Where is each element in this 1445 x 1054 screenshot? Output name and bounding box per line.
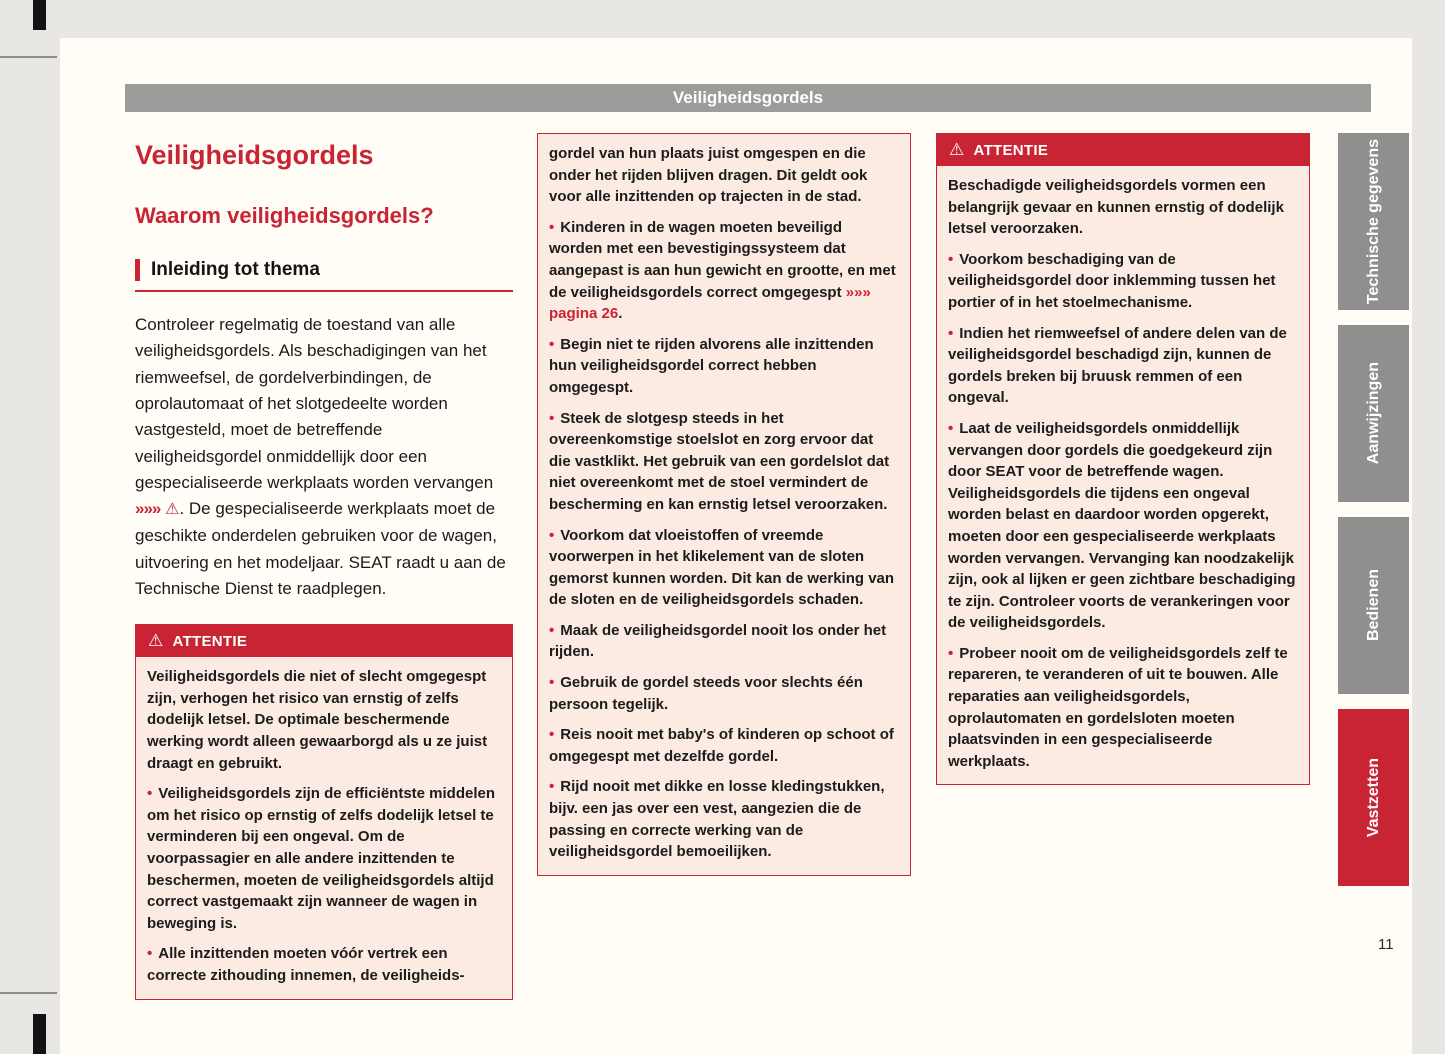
column-middle [537, 133, 911, 876]
attention-box-body [538, 134, 910, 875]
tab-label: Vastzetten [1364, 757, 1382, 838]
page-number: 11 [1378, 936, 1394, 953]
warning-bullet: • Laat de veiligheidsgordels onmiddellijk vervangen door gordels die goedgekeurd zijn door SEAT voor de betreffende wagen. Veiligheidsgordels die tijdens een ongeval worden belast en daardoor worden opgerekt, moeten door een gespecialiseerde werkplaats worden vervangen. Vervanging kan noodzakelijk zijn, ook al lijken er geen zichtbare beschadiging te zijn. Controleer voorts de verankeringen voor de veiligheidsgordels. [948, 419, 1296, 632]
print-registration-mark [0, 56, 57, 58]
print-registration-mark [33, 1014, 46, 1054]
bullet-icon: • [549, 526, 555, 544]
chapter-header-title: Veiligheidsgordels [672, 88, 824, 107]
bullet-icon: • [549, 218, 555, 236]
intro-text-before: Controleer regelmatig de toestand van alle veiligheidsgordels. Als beschadigingen van het riemweefsel, de gordelverbindingen, de oprolautomaat of het slotgedeelte worden vastgesteld, moet de betreffende veiligheidsgordel onmiddellijk door een gespecialiseerde werkplaats worden vervangen [135, 315, 494, 493]
column-left [135, 130, 513, 1000]
bullet-icon: • [948, 644, 954, 662]
warning-bullet: • Maak de veiligheidsgordel nooit los onder het rijden. [549, 621, 887, 661]
warning-bullet: • Begin niet te rijden alvorens alle inzittenden hun veiligheidsgordel correct hebben omgegespt. [549, 335, 874, 396]
chapter-header-bar [125, 84, 1371, 112]
tab-label: Aanwijzingen [1364, 362, 1382, 465]
warning-bullet: • Probeer nooit om de veiligheidsgordels zelf te repareren, te veranderen of uit te bouwen. Alle reparaties aan veiligheidsgordels, oprolautomaten en gordelsloten moeten plaatsvinden in een gespecialiseerde werkplaats. [948, 644, 1288, 770]
attention-box-title: ATTENTIE [172, 632, 248, 650]
warning-triangle-icon: ⚠ [165, 501, 180, 519]
intro-text-after: . De gespecialiseerde werkplaats moet de geschikte onderdelen gebruiken voor de wagen, uitvoering en het modeljaar. SEAT raadt u aan de Technische Dienst te raadplegen. [135, 499, 506, 598]
warning-bullet: • Alle inzittenden moeten vóór vertrek een correcte zithouding innemen, de veiligheids- [147, 945, 465, 984]
print-registration-mark [33, 0, 46, 30]
column-right [936, 133, 1310, 785]
warning-triangle-icon: ⚠ [949, 140, 965, 159]
bullet-icon: • [147, 785, 153, 803]
warning-bullet: • Steek de slotgesp steeds in het overeenkomstige stoelslot en zorg ervoor dat die vastklikt. Het gebruik van een gordelslot dat niet overeenkomt met de stoel vermindert de bescherming en kan ernstig letsel veroorzaken. [549, 409, 890, 513]
bullet-icon: • [948, 324, 954, 342]
warning-bullet: • Kinderen in de wagen moeten beveiligd worden met een bevestigingssysteem dat aangepast is aan hun gewicht en grootte, en met de veiligheidsgordels correct omgegespt »»» pagina 26. [549, 218, 896, 323]
warning-lead-text: Veiligheidsgordels die niet of slecht omgegespt zijn, verhogen het risico van ernstig of zelfs dodelijk letsel. De optimale beschermende werking wordt alleen gewaarborgd als u ze juist draagt en gebruikt. [147, 668, 488, 772]
bullet-icon: • [948, 419, 954, 437]
warning-bullet: • Veiligheidsgordels zijn de efficiëntste middelen om het risico op ernstig of zelfs dodelijk letsel te verminderen bij een ongeval. Om de voorpassagier en alle andere inzittenden te beschermen, moeten de veiligheidsgordels altijd correct vastgemaakt zijn wanneer de wagen in beweging is. [147, 785, 496, 932]
tab-aanwijzingen[interactable] [1338, 325, 1409, 502]
attention-box-header [136, 625, 512, 657]
print-registration-mark [0, 992, 57, 994]
bullet-icon: • [147, 945, 153, 963]
page [60, 38, 1412, 1054]
bullet-icon: • [549, 621, 555, 639]
warning-bullet: • Indien het riemweefsel of andere delen van de veiligheidsgordel beschadigd zijn, kunnen de gordels breken bij bruusk remmen of een ongeval. [948, 324, 1287, 407]
attention-box-left-continued [537, 133, 911, 876]
bullet-icon: • [549, 335, 555, 353]
warning-bullet: • Voorkom beschadiging van de veiligheidsgordel door inklemming tussen het portier of in het stoelmechanisme. [948, 250, 1276, 311]
page-title: Veiligheidsgordels [135, 140, 374, 170]
tab-vastzetten[interactable] [1338, 709, 1409, 886]
bullet-icon: • [948, 250, 954, 268]
tab-label: Bedienen [1364, 569, 1382, 642]
section-heading [135, 259, 513, 292]
bullet-icon: • [549, 726, 555, 744]
bullet-icon: • [549, 778, 555, 796]
bullet-icon: • [549, 674, 555, 692]
attention-box-body [937, 166, 1309, 784]
attention-box-left [135, 624, 513, 999]
bullet-icon: • [549, 409, 555, 427]
page-reference-link[interactable]: »»» pagina 26 [549, 283, 871, 323]
warning-triangle-icon: ⚠ [148, 631, 164, 651]
warning-continuation-text: gordel van hun plaats juist omgespen en die onder het rijden blijven dragen. Dit geldt ook voor alle inzittenden op trajecten in de stad. [549, 145, 868, 206]
section-heading-label: Inleiding tot thema [135, 259, 320, 281]
warning-lead-text: Beschadigde veiligheidsgordels vormen een belangrijk gevaar en kunnen ernstig of dodelijk letsel veroorzaken. [948, 177, 1284, 238]
tab-label: Technische gegevens [1364, 138, 1382, 305]
warning-bullet: • Gebruik de gordel steeds voor slechts één persoon tegelijk. [549, 674, 863, 713]
page-subtitle: Waarom veiligheidsgordels? [135, 203, 434, 228]
attention-box-right [936, 133, 1310, 785]
attention-box-title: ATTENTIE [973, 141, 1049, 159]
cross-reference-icon[interactable]: »»» [135, 499, 161, 519]
warning-bullet: • Reis nooit met baby's of kinderen op schoot of omgegespt met dezelfde gordel. [549, 726, 894, 765]
attention-box-header [937, 134, 1309, 166]
intro-paragraph [135, 312, 513, 602]
warning-bullet: • Voorkom dat vloeistoffen of vreemde voorwerpen in het klikelement van de sloten gemorst kunnen worden. Dit kan de werking van de sloten en de veiligheidsgordels schaden. [549, 526, 895, 609]
attention-box-body [136, 657, 512, 998]
tab-bedienen[interactable] [1338, 517, 1409, 694]
tab-technische-gegevens[interactable] [1338, 133, 1409, 310]
warning-bullet: • Rijd nooit met dikke en losse kledingstukken, bijv. een jas over een vest, aangezien die de passing en correcte werking van de veiligheidsgordel bemoeilijken. [549, 778, 885, 861]
